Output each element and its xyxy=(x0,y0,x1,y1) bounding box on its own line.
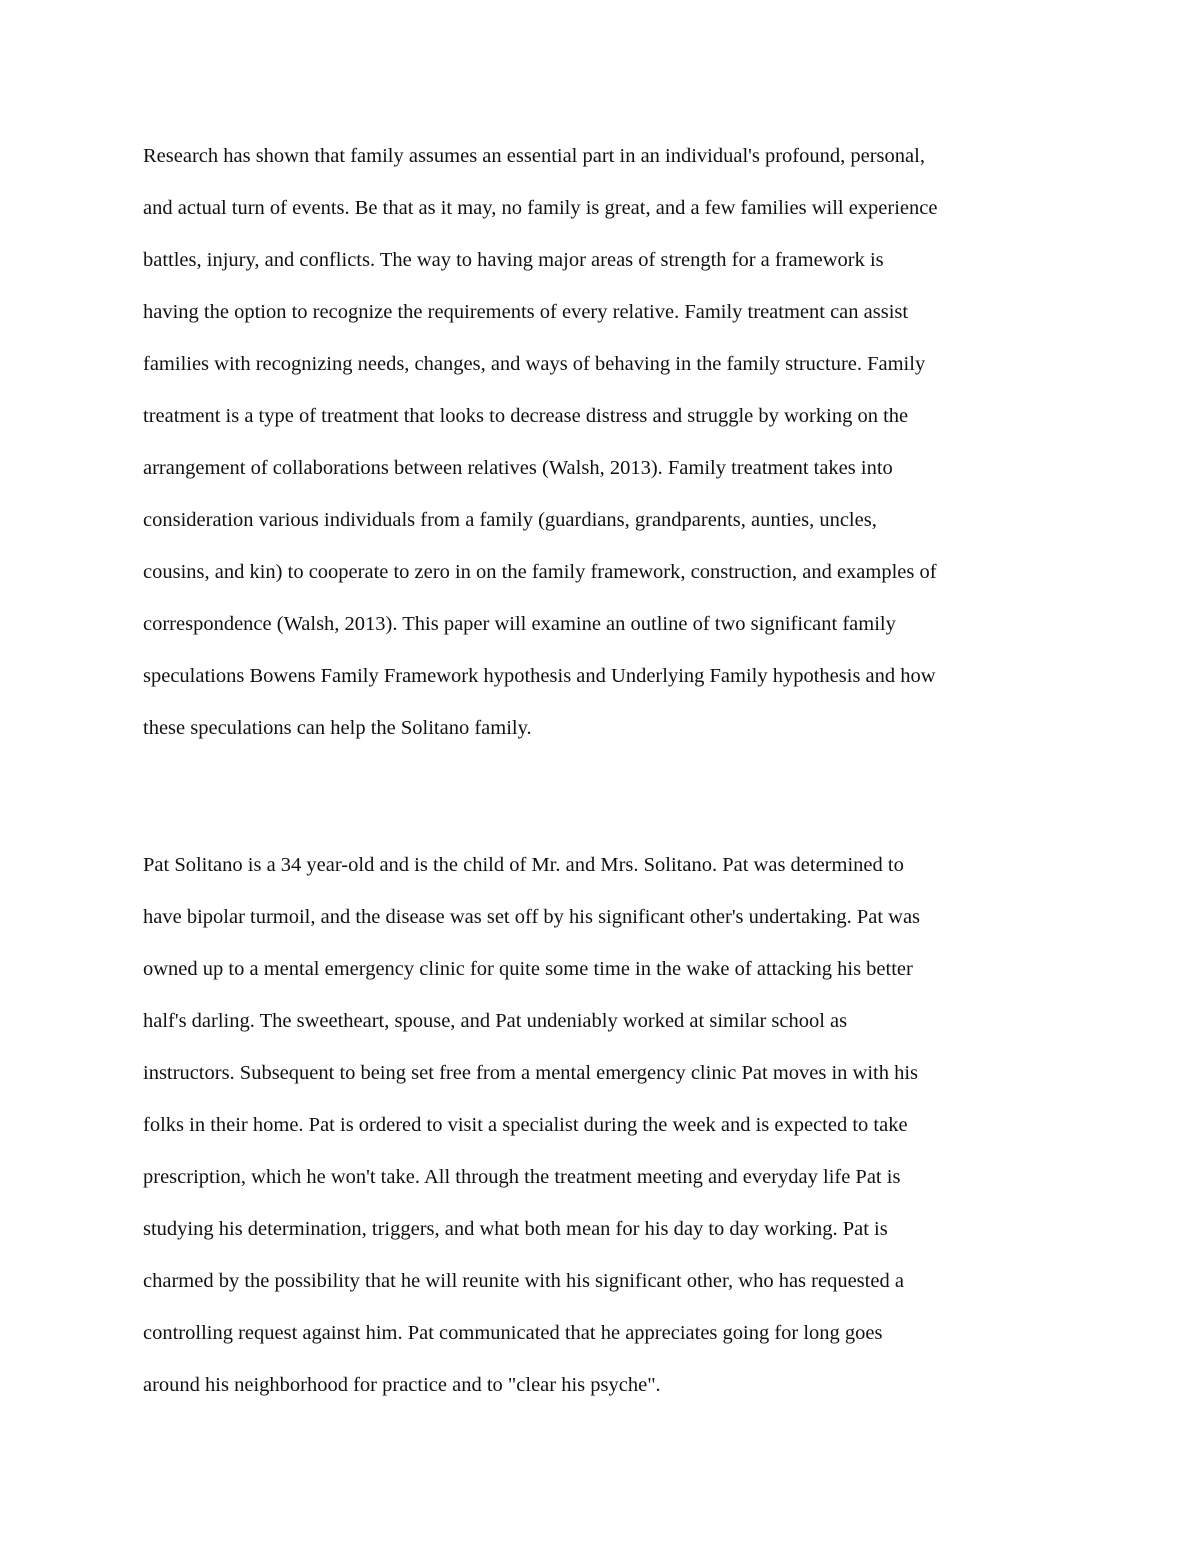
text-line: consideration various individuals from a family (guardians, grandparents, aunties, uncles, xyxy=(143,509,877,531)
text-line: Pat Solitano is a 34 year-old and is the child of Mr. and Mrs. Solitano. Pat was determined to xyxy=(143,854,904,876)
text-line: correspondence (Walsh, 2013). This paper will examine an outline of two significant family xyxy=(143,613,896,635)
text-line: speculations Bowens Family Framework hypothesis and Underlying Family hypothesis and how xyxy=(143,665,936,687)
text-line: around his neighborhood for practice and to "clear his psyche". xyxy=(143,1374,661,1396)
text-line: and actual turn of events. Be that as it may, no family is great, and a few families will experience xyxy=(143,197,938,219)
paragraph-case-background xyxy=(143,839,1073,1411)
text-line: arrangement of collaborations between relatives (Walsh, 2013). Family treatment takes into xyxy=(143,457,893,479)
text-line: having the option to recognize the requirements of every relative. Family treatment can assist xyxy=(143,301,909,323)
text-line: battles, injury, and conflicts. The way to having major areas of strength for a framework is xyxy=(143,249,884,271)
text-line: owned up to a mental emergency clinic for quite some time in the wake of attacking his better xyxy=(143,958,913,980)
text-line: families with recognizing needs, changes, and ways of behaving in the family structure. Family xyxy=(143,353,926,375)
paragraph-introduction xyxy=(143,130,1073,754)
text-line: instructors. Subsequent to being set free from a mental emergency clinic Pat moves in with his xyxy=(143,1062,919,1084)
text-line: these speculations can help the Solitano family. xyxy=(143,717,532,739)
text-line: treatment is a type of treatment that looks to decrease distress and struggle by working on the xyxy=(143,405,909,427)
text-line: folks in their home. Pat is ordered to visit a specialist during the week and is expected to take xyxy=(143,1114,908,1136)
text-line: Research has shown that family assumes an essential part in an individual's profound, personal, xyxy=(143,145,925,167)
text-line: prescription, which he won't take. All through the treatment meeting and everyday life Pat is xyxy=(143,1166,901,1188)
text-line: controlling request against him. Pat communicated that he appreciates going for long goes xyxy=(143,1322,883,1344)
text-line: half's darling. The sweetheart, spouse, and Pat undeniably worked at similar school as xyxy=(143,1010,848,1032)
text-line: charmed by the possibility that he will reunite with his significant other, who has requested a xyxy=(143,1270,904,1292)
text-line: cousins, and kin) to cooperate to zero in on the family framework, construction, and examples of xyxy=(143,561,937,583)
text-line: studying his determination, triggers, and what both mean for his day to day working. Pat is xyxy=(143,1218,888,1240)
text-line: have bipolar turmoil, and the disease was set off by his significant other's undertaking. Pat was xyxy=(143,906,921,928)
